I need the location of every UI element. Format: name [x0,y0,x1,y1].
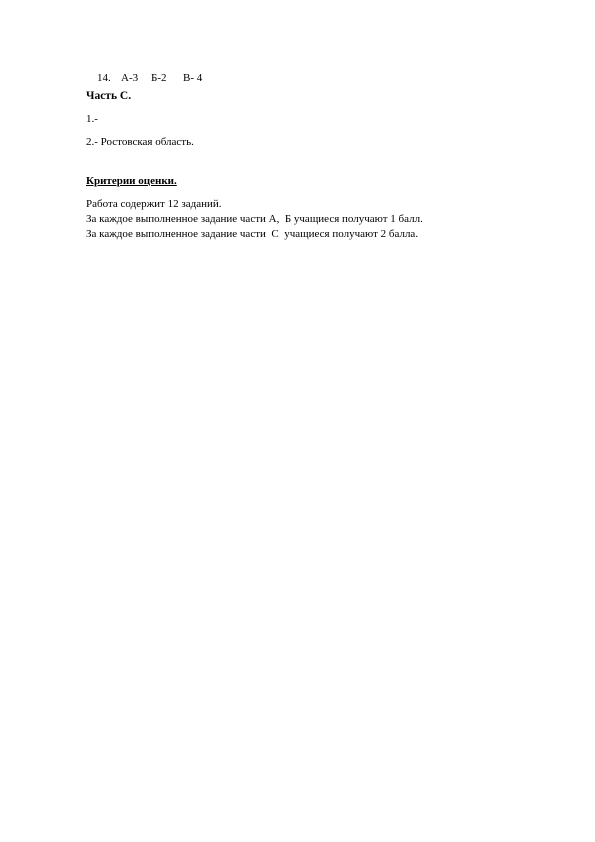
criteria-heading: Критерии оценки. [86,175,177,187]
section-c-item-1: 1.- [86,113,98,125]
answer-v: В- 4 [183,72,203,84]
answer-number: 14. [97,72,111,84]
answer-a: А-3 [121,72,139,84]
criteria-line-1: Работа содержит 12 заданий. [86,198,222,210]
answer-b: Б-2 [151,72,167,84]
section-c-item-2: 2.- Ростовская область. [86,136,194,148]
section-c-heading: Часть С. [86,90,132,102]
criteria-line-3: За каждое выполненное задание части С учащиеся получают 2 балла. [86,228,419,240]
criteria-line-2: За каждое выполненное задание части А, Б учащиеся получают 1 балл. [86,213,423,225]
